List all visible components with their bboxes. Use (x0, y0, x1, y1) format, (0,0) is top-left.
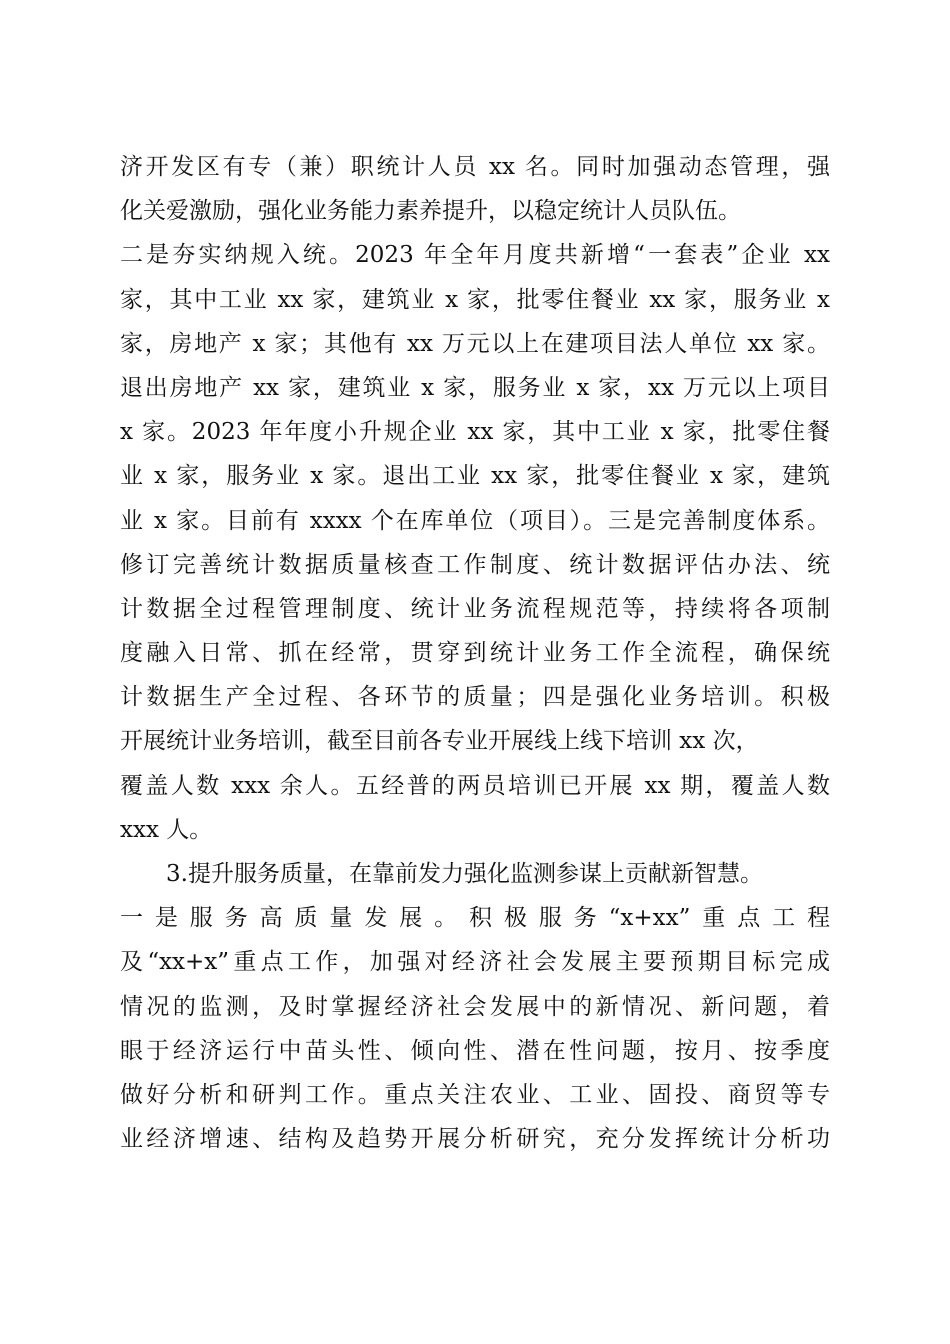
text-line: x 家。2023 年年度小升规企业 xx 家，其中工业 x 家，批零住餐 (120, 419, 830, 446)
body-text (120, 145, 830, 1161)
text-line: 修订完善统计数据质量核查工作制度、统计数据评估办法、统 (120, 551, 830, 578)
text-line: 做好分析和研判工作。重点关注农业、工业、固投、商贸等专 (120, 1081, 830, 1108)
text-line: 家，其中工业 xx 家，建筑业 x 家，批零住餐业 xx 家，服务业 x (120, 286, 830, 313)
text-line: 二是夯实纳规入统。2023 年全年月度共新增“一套表”企业 xx (120, 242, 830, 269)
text-line: 济开发区有专（兼）职统计人员 xx 名。同时加强动态管理，强 (120, 154, 830, 180)
text-line: 计数据生产全过程、各环节的质量；四是强化业务培训。积极 (120, 684, 830, 711)
text-line: 化关爱激励，强化业务能力素养提升，以稳定统计人员队伍。 (120, 198, 741, 225)
text-line: 退出房地产 xx 家，建筑业 x 家，服务业 x 家，xx 万元以上项目 (120, 374, 830, 401)
text-line: 家，房地产 x 家；其他有 xx 万元以上在建项目法人单位 xx 家。 (120, 330, 830, 357)
text-line: 开展统计业务培训，截至目前各专业开展线上线下培训 xx 次， (120, 728, 759, 755)
text-line: 一是服务高质量发展。积极服务“x+xx”重点工程 (120, 905, 830, 932)
text-line: 业 x 家。目前有 xxxx 个在库单位（项目）。三是完善制度体系。 (120, 507, 830, 534)
text-line: 业经济增速、结构及趋势开展分析研究，充分发挥统计分析功 (120, 1126, 830, 1153)
text-line: 眼于经济运行中苗头性、倾向性、潜在性问题，按月、按季度 (120, 1037, 830, 1064)
section-heading-line: 3.提升服务质量，在靠前发力强化监测参谋上贡献新智慧。 (166, 861, 763, 887)
text-line: 业 x 家，服务业 x 家。退出工业 xx 家，批零住餐业 x 家，建筑 (120, 463, 830, 490)
text-line: 度融入日常、抓在经常，贯穿到统计业务工作全流程，确保统 (120, 640, 830, 667)
text-line: 计数据全过程管理制度、统计业务流程规范等，持续将各项制 (120, 595, 830, 622)
text-line: 及“xx+x”重点工作，加强对经济社会发展主要预期目标完成 (120, 949, 830, 976)
text-line: 情况的监测，及时掌握经济社会发展中的新情况、新问题，着 (120, 993, 830, 1020)
text-line: xxx 人。 (120, 816, 213, 843)
text-line: 覆盖人数 xxx 余人。五经普的两员培训已开展 xx 期，覆盖人数 (120, 772, 830, 799)
